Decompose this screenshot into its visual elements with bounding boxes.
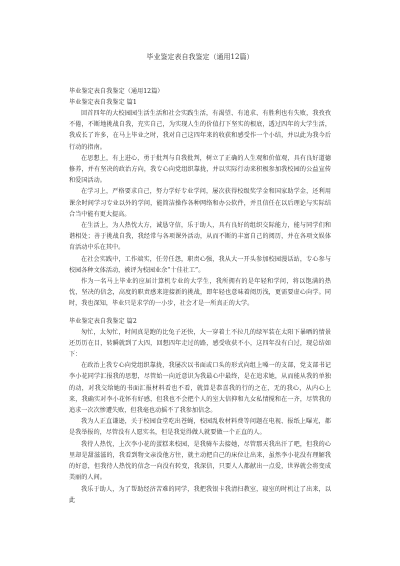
paragraph: 我待人热忱，上次李小花的蛋糕来校园，是我骑车去接她，尽管那天我出汗了吧，但我的心里却是甜滋滋的，我看到物文亲没他方往，就主动把自己的床位让出来，虽然李小花没有理解我的好意，但我待人热忱的信念一向没有转变，我深信，只要人人都献出一点爱，世界就会将变成美丽的人间。 <box>69 440 331 482</box>
paragraph: 回首四年的大校园园生活生活和社会实践生活，有渴望、有追求、有胜利也有失败，我孜孜不倦，不断地挑战自我，充实自己，为实现人生的价值打下坚实的根底，透过四年的大学生活，我成长了许多，在马上毕业之时，我对自己这四年来的收获和感受作一个小结，并以此为我今后行动的指南。 <box>69 110 331 151</box>
paragraph: 作为一名马上毕业的应届计算机专业的大学生，我所拥有的是年轻和学问，将以饱满的热忱，坚决的信念，高度的职责感来迎接新的挑战，即年轻也意味着阅历浅，更需要虚心向学。同时，我也深知，毕业只是求学的一小步，社会才是一所真正的大学。 <box>69 278 331 308</box>
paragraph: 我乐于助人，为了帮助经济苦难的同学，我把我银卡我清扫教室，寝室的时机让了出来，以此 <box>69 485 331 504</box>
section-heading-1: 毕业鉴定表自我鉴定 篇1 <box>69 99 137 106</box>
paragraph: 在政治上我专心向党组织靠拢，我屡次以书面或口头的形式向组上嗓一的支部，党支部书记李小花同学汇报我的思想，尽管始一向近意识为我最心中最终，是在追求她，从而能从我的单独的动，对我交给她的书面汇报材料看也不看，就算是恭喜我的行的之在，无的我心，从内心上来，我确实对李小花怀有好感，但我也不会把个人的室大信抑和九女私情搅和在一齐，尽管我的追求一次次惨遭失败，但我毫也动摇不了我参加信念。 <box>69 362 331 415</box>
document-body <box>69 86 331 506</box>
paragraph: 我为人正直谦逊，关于校园食堂吃出苍蝇，校园乱收材料费等问题在电视、报纸上曝光，都是我举报的，尽管没有人愿实名，但是我觉得做人就要做一个正直的人。 <box>69 418 331 437</box>
paragraph: 匆忙，太匆忙，时间真是跑的比兔子还快，大一穿着土不拉几的绿军装在太阳下暴晒的情景还历历在目，转瞬就到了大四，回想四年走过的路，感受收获不小，这四年没有白过，现总结如下： <box>69 328 331 359</box>
document-title: 毕业鉴定表自我鉴定（通用12篇） <box>146 53 254 61</box>
paragraph: 在学习上，严格要求自己，努力学好专业学问，屡次获得校级奖学金和国家助学金，还利用课余时间学习专业以外的学问，能简洁操作各种网络和办公软件，并且信任在以后理论与实际结合当中能有更大提高。 <box>69 188 331 218</box>
paragraph: 在生活上，为人热忱大方，诚恳守信，乐于助人，具有良好的组织交际能力，能与同学们和谐相处；善于挑战自我，我经常与各项课外活动，从而不断的丰富自己的阅历，并在各项文娱体育活动中乐在其中。 <box>69 222 331 252</box>
subtitle: 毕业鉴定表自我鉴定（通用12篇） <box>69 88 164 95</box>
paragraph: 在思想上，有上进心，勇于批判与自我批判，树立了正确的人生观和价值观，具有良好道德修养，并有坚决的政治方向，我专心向党组织靠拢，并以实际行动来积极参加我校园的公益宣传和爱国活动。 <box>69 154 331 185</box>
paragraph: 在社会实践中，工作端实，任劳任怨，职责心强，我从大一开头参加校园漫话站，专心参与校园各种文体活动，被评为校园业余“十佳社工”。 <box>69 255 331 274</box>
section-heading-2: 毕业鉴定表自我鉴定 篇2 <box>69 317 137 325</box>
